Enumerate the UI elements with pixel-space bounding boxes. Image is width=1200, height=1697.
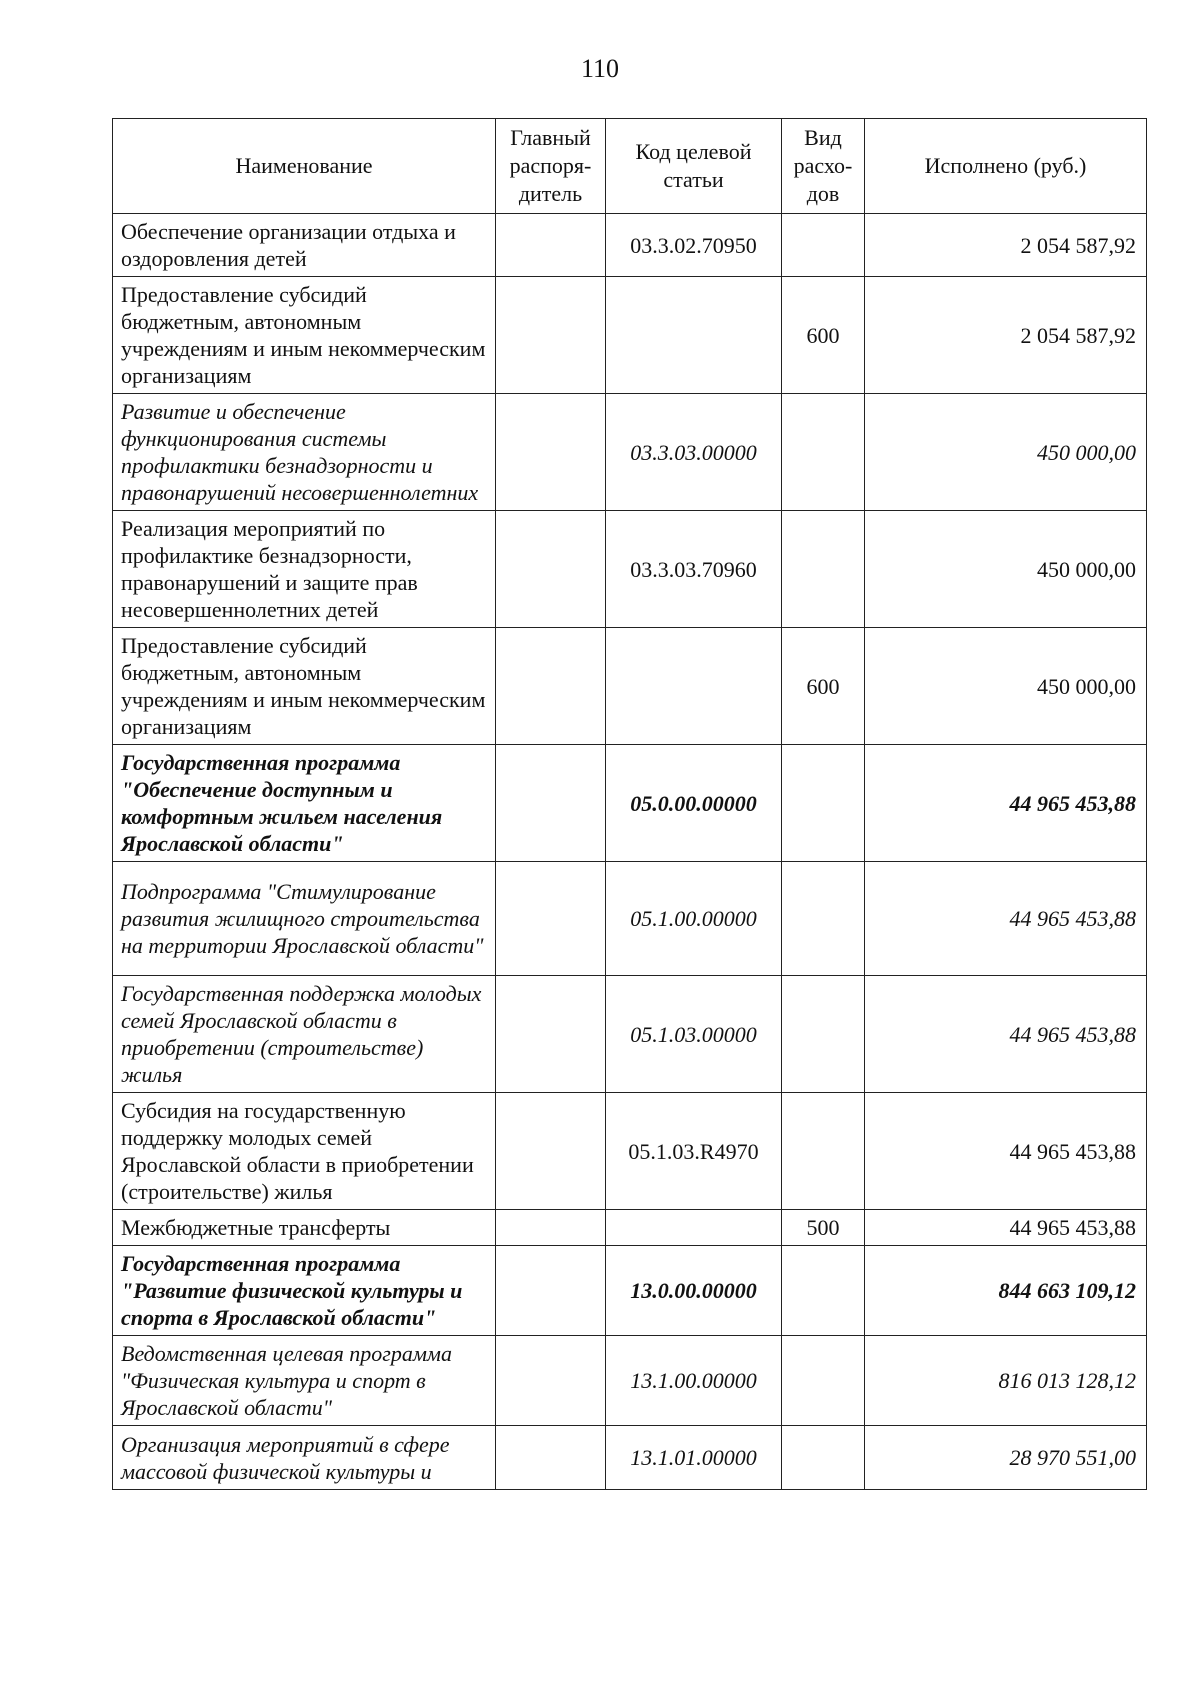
cell-target-code: 05.1.03.R4970: [606, 1093, 782, 1210]
cell-expense-type: [782, 745, 865, 862]
table-row: [113, 1093, 1147, 1210]
cell-expense-type: [782, 214, 865, 277]
cell-name: Предоставление субсидий бюджетным, автономным учреждениям и иным некоммерческим организациям: [113, 277, 496, 394]
cell-executed: 450 000,00: [865, 511, 1147, 628]
cell-target-code: 13.0.00.00000: [606, 1246, 782, 1336]
cell-expense-type: 600: [782, 277, 865, 394]
cell-executed: 44 965 453,88: [865, 745, 1147, 862]
cell-main-manager: [496, 277, 606, 394]
header-target-code: Код целевой статьи: [606, 119, 782, 214]
cell-main-manager: [496, 1093, 606, 1210]
table-header-row: [113, 119, 1147, 214]
cell-executed: 450 000,00: [865, 628, 1147, 745]
table-row: [113, 1336, 1147, 1426]
cell-target-code: 03.3.03.70960: [606, 511, 782, 628]
cell-name: Государственная программа "Развитие физической культуры и спорта в Ярославской области": [113, 1246, 496, 1336]
cell-expense-type: [782, 1246, 865, 1336]
cell-name: Предоставление субсидий бюджетным, автономным учреждениям и иным некоммерческим организациям: [113, 628, 496, 745]
table-body: [113, 214, 1147, 1490]
table-row: [113, 277, 1147, 394]
table-row: [113, 1246, 1147, 1336]
cell-expense-type: [782, 1093, 865, 1210]
cell-target-code: 03.3.03.00000: [606, 394, 782, 511]
cell-main-manager: [496, 1246, 606, 1336]
cell-target-code: 03.3.02.70950: [606, 214, 782, 277]
cell-executed: 44 965 453,88: [865, 1210, 1147, 1246]
table-row: [113, 214, 1147, 277]
table-row: [113, 976, 1147, 1093]
cell-expense-type: [782, 1426, 865, 1490]
cell-target-code: 05.1.00.00000: [606, 862, 782, 976]
cell-expense-type: [782, 394, 865, 511]
table-row: [113, 862, 1147, 976]
cell-target-code: [606, 1210, 782, 1246]
cell-target-code: 13.1.00.00000: [606, 1336, 782, 1426]
cell-name: Реализация мероприятий по профилактике безнадзорности, правонарушений и защите прав несовершеннолетних детей: [113, 511, 496, 628]
cell-name: Развитие и обеспечение функционирования системы профилактики безнадзорности и правонарушений несовершеннолетних: [113, 394, 496, 511]
cell-expense-type: 600: [782, 628, 865, 745]
cell-target-code: 05.1.03.00000: [606, 976, 782, 1093]
cell-executed: 816 013 128,12: [865, 1336, 1147, 1426]
cell-executed: 2 054 587,92: [865, 214, 1147, 277]
header-expense-type: Вид расхо-дов: [782, 119, 865, 214]
cell-name: Межбюджетные трансферты: [113, 1210, 496, 1246]
table-row: [113, 745, 1147, 862]
cell-name: Организация мероприятий в сфере массовой физической культуры и: [113, 1426, 496, 1490]
table-row: [113, 394, 1147, 511]
cell-target-code: [606, 277, 782, 394]
cell-target-code: 05.0.00.00000: [606, 745, 782, 862]
cell-executed: 2 054 587,92: [865, 277, 1147, 394]
table-row: [113, 1210, 1147, 1246]
header-name: Наименование: [113, 119, 496, 214]
cell-expense-type: [782, 976, 865, 1093]
cell-main-manager: [496, 976, 606, 1093]
cell-executed: 28 970 551,00: [865, 1426, 1147, 1490]
cell-main-manager: [496, 1336, 606, 1426]
cell-name: Государственная программа "Обеспечение доступным и комфортным жильем населения Ярославской области": [113, 745, 496, 862]
cell-expense-type: 500: [782, 1210, 865, 1246]
cell-name: Обеспечение организации отдыха и оздоровления детей: [113, 214, 496, 277]
cell-target-code: [606, 628, 782, 745]
cell-expense-type: [782, 511, 865, 628]
cell-main-manager: [496, 862, 606, 976]
cell-expense-type: [782, 1336, 865, 1426]
cell-name: Ведомственная целевая программа "Физическая культура и спорт в Ярославской области": [113, 1336, 496, 1426]
cell-main-manager: [496, 511, 606, 628]
cell-main-manager: [496, 214, 606, 277]
cell-name: Субсидия на государственную поддержку молодых семей Ярославской области в приобретении (строительстве) жилья: [113, 1093, 496, 1210]
cell-executed: 44 965 453,88: [865, 976, 1147, 1093]
cell-executed: 44 965 453,88: [865, 1093, 1147, 1210]
cell-main-manager: [496, 1210, 606, 1246]
table-row: [113, 511, 1147, 628]
table-row: [113, 1426, 1147, 1490]
table-row: [113, 628, 1147, 745]
cell-main-manager: [496, 1426, 606, 1490]
header-main-manager: Главный распоря-дитель: [496, 119, 606, 214]
cell-expense-type: [782, 862, 865, 976]
cell-main-manager: [496, 628, 606, 745]
cell-executed: 844 663 109,12: [865, 1246, 1147, 1336]
cell-executed: 44 965 453,88: [865, 862, 1147, 976]
page-number: 110: [580, 54, 620, 83]
cell-executed: 450 000,00: [865, 394, 1147, 511]
cell-name: Государственная поддержка молодых семей Ярославской области в приобретении (строительстве) жилья: [113, 976, 496, 1093]
cell-main-manager: [496, 745, 606, 862]
cell-target-code: 13.1.01.00000: [606, 1426, 782, 1490]
header-executed: Исполнено (руб.): [865, 119, 1147, 214]
cell-name: Подпрограмма "Стимулирование развития жилищного строительства на территории Ярославской области": [113, 862, 496, 976]
cell-main-manager: [496, 394, 606, 511]
budget-table: [112, 118, 1147, 1490]
